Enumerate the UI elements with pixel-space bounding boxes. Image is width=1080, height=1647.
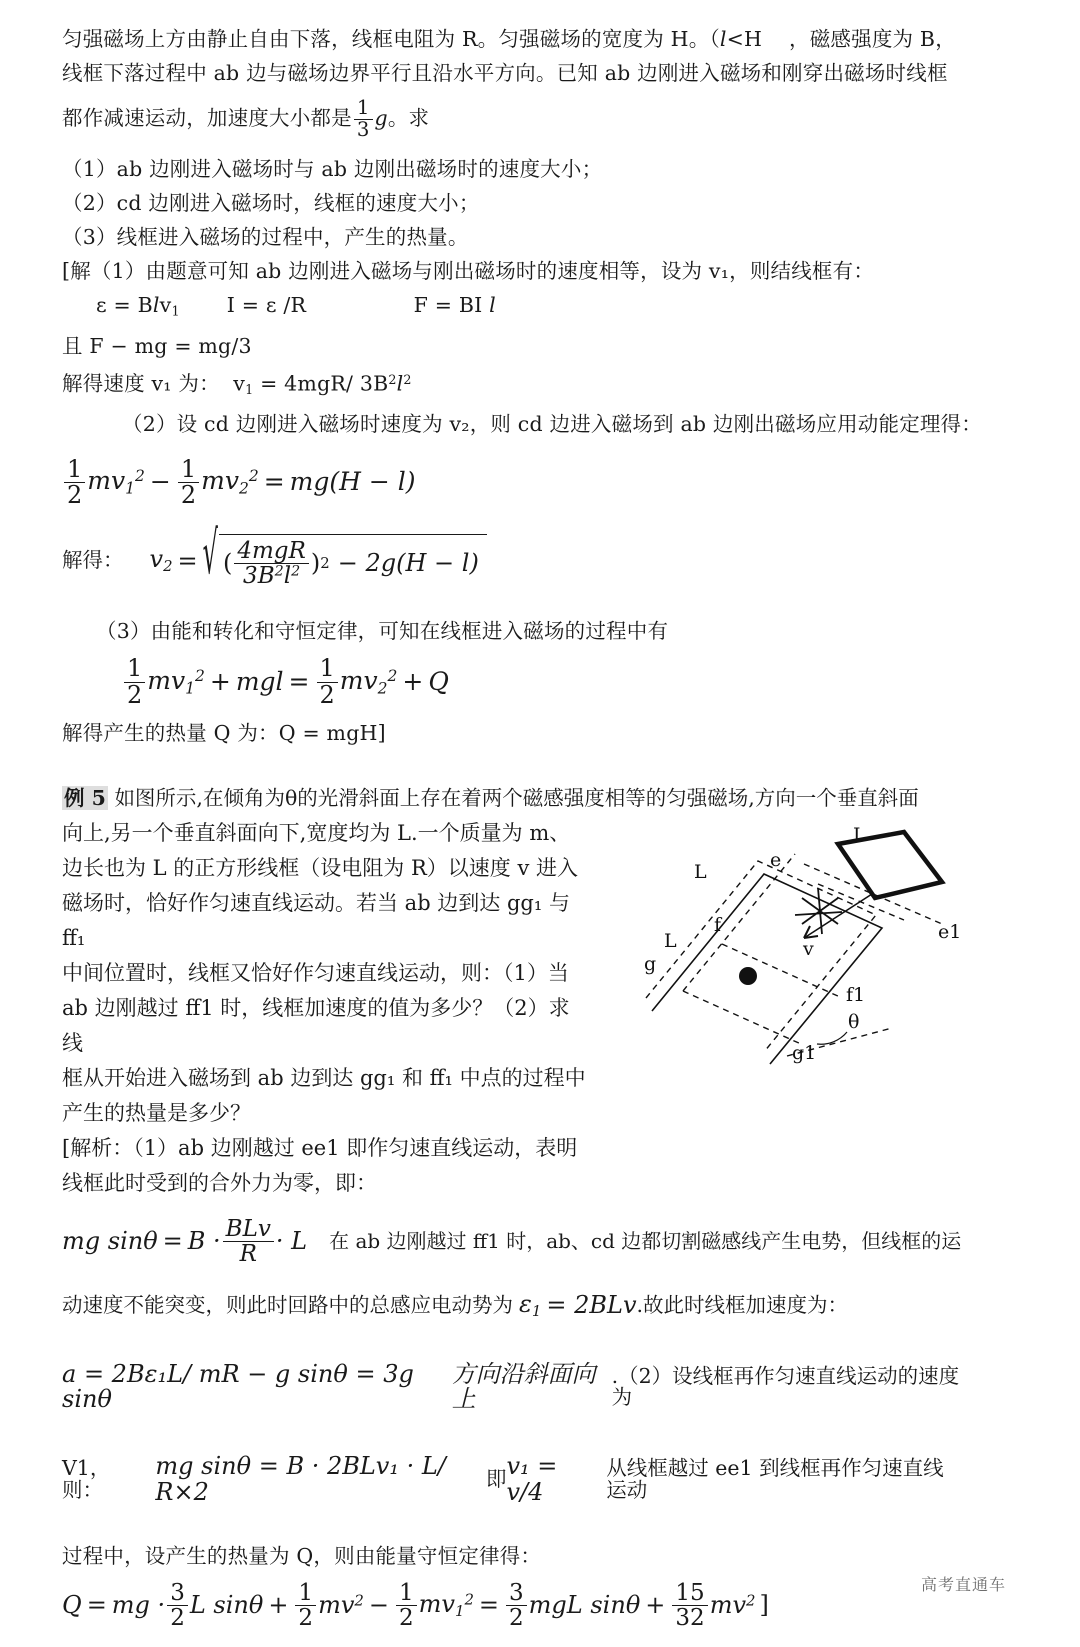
ke-minus: − xyxy=(149,467,171,497)
emf-epsilon xyxy=(519,1292,541,1320)
watermark: 高考直通车 xyxy=(920,1575,1006,1594)
eq-v1-row xyxy=(62,363,962,407)
example5-intro-line xyxy=(62,780,962,816)
accel-direction-note: 方向沿斜面向上 xyxy=(451,1359,596,1414)
total-emf-row xyxy=(62,1292,962,1320)
v2-solve-label: 解得： xyxy=(62,548,124,573)
ke-equals: = xyxy=(263,467,285,497)
final-frac-5-num: 15 xyxy=(675,1579,705,1606)
eq-force-l: l xyxy=(489,293,496,317)
eq-v1-body: = 4mgR/ 3B xyxy=(253,371,389,396)
eq-v1-v: v xyxy=(233,371,246,396)
emf-epsilon-base: ε xyxy=(519,1290,532,1319)
eq-newton: 且 F − mg = mg/3 xyxy=(62,333,252,358)
final-frac-4-den: 2 xyxy=(506,1605,527,1630)
field-into-plane-cross-icon xyxy=(795,888,842,934)
final-closing-bracket: ] xyxy=(759,1590,769,1619)
v2-fraction xyxy=(234,539,309,588)
heat-result: 解得产生的热量 Q 为：Q = mgH] xyxy=(62,720,386,745)
question-1: （1）ab 边刚进入磁场时与 ab 边刚出磁场时的速度大小； xyxy=(62,157,603,181)
ke-frac-2-num: 1 xyxy=(180,454,197,483)
field-region-upper-dashed xyxy=(646,861,876,1052)
final-frac-1-num: 3 xyxy=(170,1579,185,1606)
figure-label-L-loop: L xyxy=(853,823,866,846)
v2-paren-sup: 2 xyxy=(320,553,330,572)
final-term-2-base: mv xyxy=(318,1590,355,1619)
final-term-2 xyxy=(318,1590,364,1619)
final-frac-2-num: 1 xyxy=(298,1579,314,1606)
figure-label-e1: e1 xyxy=(938,920,962,943)
energy-q: Q xyxy=(428,667,449,696)
solution-intro: [解（1）由题意可知 ab 边刚进入磁场与刚出磁场时的速度相等，设为 v₁，则结线框有： xyxy=(62,259,875,283)
figure-label-L-left: L xyxy=(664,929,677,952)
boundary-ff1-dashed xyxy=(722,944,840,997)
v2-frac-den-base: 3B xyxy=(243,563,275,590)
v1-tail-text: 从线框越过 ee1 到线框再作匀速直线运动 xyxy=(606,1456,944,1502)
ke-term-2-base: mv xyxy=(201,466,239,496)
energy-mgl: mgl xyxy=(235,667,284,696)
accel-equation: a = 2Bε₁L/ mR − g sinθ = 3g sinθ xyxy=(62,1359,414,1414)
v1-equation-result: v₁ = v/4 xyxy=(506,1452,558,1506)
emf-epsilon-sub: 1 xyxy=(531,1302,542,1321)
final-frac-5-den: 32 xyxy=(672,1605,707,1630)
ke-frac-2-den: 2 xyxy=(178,482,199,508)
figure-label-g1: g1 xyxy=(792,1041,817,1064)
eq-uniform-note: 在 ab 边刚越过 ff1 时，ab、cd 边都切割磁感线产生电势，但线框的运 xyxy=(329,1229,962,1253)
eq-emf-v: v xyxy=(159,293,172,317)
process-line: 过程中，设产生的热量为 Q，则由能量守恒定律得： xyxy=(62,1543,542,1568)
final-theta-2: θ xyxy=(625,1590,641,1619)
eq-current: I = ε /R xyxy=(226,293,307,317)
energy-plus-1: + xyxy=(209,667,231,696)
final-frac-2 xyxy=(295,1581,316,1630)
stem-line-1-italic-l: l xyxy=(719,27,727,51)
eq-uniform-theta: θ xyxy=(143,1226,158,1255)
fraction-numerator: 1 xyxy=(356,96,370,120)
ke-frac-1-num: 1 xyxy=(67,454,83,483)
figure-label-e: e xyxy=(770,848,782,871)
energy-term-2-base: mv xyxy=(339,665,378,695)
v2-open-paren: ( xyxy=(222,549,233,578)
eq-uniform-b: B · xyxy=(187,1226,221,1255)
example5-text-column xyxy=(62,816,587,1201)
final-term-5 xyxy=(709,1590,756,1619)
figure-svg xyxy=(642,816,972,1064)
example5-line-6: 产生的热量是多少？ xyxy=(62,1100,251,1125)
ke-term-2-sup: 2 xyxy=(248,467,259,486)
final-mg: mg · xyxy=(111,1590,166,1619)
v1-equation: mg sinθ = B · 2BLv₁ · L/ R×2 xyxy=(155,1452,446,1506)
eq-force-text: F = BI xyxy=(413,293,490,317)
final-equals-1: = xyxy=(86,1590,107,1619)
final-term-3-base: mv xyxy=(418,1589,455,1618)
eq-uniform-lhs: mg sin xyxy=(62,1226,144,1255)
example5-line-4: ab 边刚越过 ff1 时，线框加速度的值为多少？（2）求线 xyxy=(62,995,570,1055)
energy-frac-1-num: 1 xyxy=(127,654,143,683)
stem-line-1-part-b: <H xyxy=(726,27,763,51)
example5-line-7: [解析：（1）ab 边刚越过 ee1 即作匀速直线运动，表明 xyxy=(62,1135,578,1160)
stem-line-3-text: 都作减速运动，加速度大小都是 xyxy=(62,106,352,130)
eq-uniform-tail: · L xyxy=(275,1226,308,1255)
v2-tail: − 2g(H − l) xyxy=(337,549,479,578)
eq-v1-label: 解得速度 v₁ 为： xyxy=(62,371,220,396)
v2-frac-num: 4mgR xyxy=(237,538,306,565)
v2-frac-den xyxy=(234,563,309,588)
final-term-3-sub: 1 xyxy=(454,1601,465,1620)
ke-term-1 xyxy=(87,468,145,497)
equation-row-emf xyxy=(62,288,962,329)
example5-body xyxy=(62,816,962,1201)
final-frac-5 xyxy=(672,1581,707,1630)
v2-frac-den-sup1: 2 xyxy=(274,563,284,580)
final-term-3 xyxy=(418,1589,474,1620)
energy-frac-1-den: 2 xyxy=(124,682,145,708)
v2-equation xyxy=(62,519,962,590)
stem-line-3-g: g xyxy=(374,106,388,130)
final-term-5-base: mv xyxy=(709,1590,747,1619)
eq-emf-sub: 1 xyxy=(171,303,180,319)
ke-frac-1 xyxy=(64,454,85,509)
energy-term-2-sub: 2 xyxy=(377,679,388,698)
ke-frac-2 xyxy=(178,454,199,509)
figure-label-L-top: L xyxy=(694,860,707,883)
ke-term-1-base: mv xyxy=(87,466,126,496)
final-plus-2: + xyxy=(645,1590,666,1619)
energy-term-1-sup: 2 xyxy=(195,666,205,685)
accel-tail-text: .（2）设线框再作匀速直线运动的速度为 xyxy=(611,1363,960,1410)
emf-line-a: 动速度不能突变，则此时回路中的总感应电动势为 xyxy=(62,1293,513,1318)
v2-frac-den-l: l xyxy=(283,563,292,590)
v2-close-paren: ) xyxy=(310,549,321,578)
final-frac-4-num: 3 xyxy=(509,1579,524,1606)
final-frac-3-den: 2 xyxy=(396,1605,417,1630)
final-frac-1-den: 2 xyxy=(167,1605,188,1630)
final-term-5-sup: 2 xyxy=(746,1591,756,1610)
v2-lhs-base: v xyxy=(149,545,164,574)
example5-intro-text: 如图所示,在倾角为θ的光滑斜面上存在着两个磁感强度相等的匀强磁场,方向一个垂直斜面 xyxy=(114,785,919,810)
figure-label-f1: f1 xyxy=(846,983,866,1006)
final-lsin: L sin xyxy=(189,1590,249,1619)
final-heat-equation xyxy=(62,1581,962,1630)
eq-v1-l: l xyxy=(396,371,404,396)
part-3-text: （3）由能和转化和守恒定律，可知在线框进入磁场的过程中有 xyxy=(96,619,669,644)
example5-line-5: 框从开始进入磁场到 ab 边到达 gg₁ 和 ff₁ 中点的过程中 xyxy=(62,1065,586,1090)
final-frac-4 xyxy=(506,1581,527,1630)
ke-rhs: mg(H − l) xyxy=(289,467,416,497)
energy-plus-2: + xyxy=(402,667,424,696)
final-frac-2-den: 2 xyxy=(295,1605,316,1630)
ke-term-2-sub: 2 xyxy=(238,479,249,498)
energy-term-1-sub: 1 xyxy=(185,679,195,698)
final-term-3-sup: 2 xyxy=(464,1589,474,1608)
example5-line-0: 向上,另一个垂直斜面向下,宽度均为 L.一个质量为 m、 xyxy=(62,820,571,845)
final-minus: − xyxy=(368,1590,389,1619)
final-frac-1 xyxy=(167,1581,188,1630)
final-theta-1: θ xyxy=(248,1590,264,1619)
energy-frac-2-num: 1 xyxy=(319,654,335,683)
final-frac-3 xyxy=(396,1581,417,1630)
energy-conservation-equation xyxy=(62,656,962,707)
figure-label-theta: θ xyxy=(848,1010,860,1033)
figure-label-v: v xyxy=(803,937,814,960)
final-term-4: mgL sin xyxy=(528,1590,626,1619)
fraction-one-third xyxy=(354,98,373,140)
emf-value: = 2BLv xyxy=(546,1291,637,1320)
v2-frac-den-sup2: 2 xyxy=(291,563,301,580)
energy-frac-1 xyxy=(124,656,145,707)
energy-frac-2-den: 2 xyxy=(317,682,338,708)
stem-line-3 xyxy=(62,92,962,144)
energy-term-2-sup: 2 xyxy=(387,666,398,685)
final-term-2-sup: 2 xyxy=(354,1591,364,1610)
figure-label-g: g xyxy=(644,952,657,975)
v2-lhs xyxy=(150,547,173,575)
kinetic-energy-equation xyxy=(62,454,962,509)
radical-body xyxy=(219,534,487,588)
final-frac-3-num: 1 xyxy=(398,1579,414,1606)
acceleration-equation-row xyxy=(62,1359,962,1414)
eq-uniform-fraction xyxy=(223,1217,274,1266)
final-plus-1: + xyxy=(268,1590,289,1619)
example5-line-2: 磁场时，恰好作匀速直线运动。若当 ab 边到达 gg₁ 与 ff₁ xyxy=(62,890,570,950)
uniform-velocity-equation-row xyxy=(62,1217,962,1266)
field-out-of-plane-dot-icon xyxy=(739,967,757,985)
ke-term-1-sub: 1 xyxy=(125,479,135,498)
v2-equals: = xyxy=(177,546,198,575)
stem-line-1-part-c: ，磁感强度为 B， xyxy=(789,27,956,51)
v1-line-prefix: V1，则： xyxy=(62,1456,111,1502)
part-2-text: （2）设 cd 边刚进入磁场时速度为 v₂，则 cd 边进入磁场到 ab 边刚出磁场应用动能定理得： xyxy=(122,411,983,436)
fraction-denominator: 3 xyxy=(354,119,373,141)
eq-uniform-equals: = xyxy=(162,1226,183,1255)
boundary-gg1-dashed xyxy=(683,991,801,1044)
example5-line-1: 边长也为 L 的正方形线框（设电阻为 R）以速度 v 进入 xyxy=(62,855,578,880)
final-equals-2: = xyxy=(478,1590,500,1619)
eq-force xyxy=(414,293,496,317)
v2-lhs-sub: 2 xyxy=(163,557,173,576)
stem-line-2: 线框下落过程中 ab 边与磁场边界平行且沿水平方向。已知 ab 边刚进入磁场和刚穿出磁场时线框 xyxy=(62,61,948,85)
eq-uniform-frac-den: R xyxy=(223,1241,274,1266)
eq-emf xyxy=(96,293,180,317)
energy-term-1 xyxy=(147,665,205,698)
example5-line-8: 线框此时受到的合外力为零，即： xyxy=(62,1170,377,1195)
energy-frac-2 xyxy=(317,656,338,707)
example5-line-3: 中间位置时，线框又恰好作匀速直线运动，则：（1）当 xyxy=(62,960,569,985)
theta-arc xyxy=(817,1032,847,1044)
v1-equation-row xyxy=(62,1454,962,1504)
stem-line-1-part-a: 匀强磁场上方由静止自由下落，线框电阻为 R。匀强磁场的宽度为 H。（ xyxy=(62,27,720,51)
final-q: Q xyxy=(62,1590,82,1619)
v1-equation-connector: 即 xyxy=(485,1466,507,1491)
v2-radical xyxy=(202,519,487,590)
example5-label: 例 5 xyxy=(64,785,106,810)
eq-uniform-frac-num: BLv xyxy=(225,1215,271,1242)
inclined-plane-figure xyxy=(642,816,972,1064)
eq-v1-sub: 1 xyxy=(245,381,254,397)
eq-v1-sup2: 2 xyxy=(403,371,412,387)
question-2: （2）cd 边刚进入磁场时，线框的速度大小； xyxy=(62,191,480,215)
ke-term-1-sup: 2 xyxy=(135,467,145,486)
eq-emf-l: l xyxy=(152,293,160,317)
eq-emf-text: ε = B xyxy=(96,293,153,317)
energy-term-2 xyxy=(339,665,398,698)
figure-label-f: f xyxy=(714,913,722,936)
energy-term-1-base: mv xyxy=(147,665,186,695)
question-3: （3）线框进入磁场的过程中，产生的热量。 xyxy=(62,225,469,249)
eq-v1-sup1: 2 xyxy=(388,371,397,387)
emf-line-b: .故此时线框加速度为： xyxy=(636,1293,849,1318)
stem-line-1 xyxy=(62,22,962,56)
energy-equals: = xyxy=(288,667,310,696)
stem-line-3-tail: 。求 xyxy=(387,106,430,130)
radical-sign-icon: √ xyxy=(202,519,218,588)
ke-frac-1-den: 2 xyxy=(64,482,85,508)
